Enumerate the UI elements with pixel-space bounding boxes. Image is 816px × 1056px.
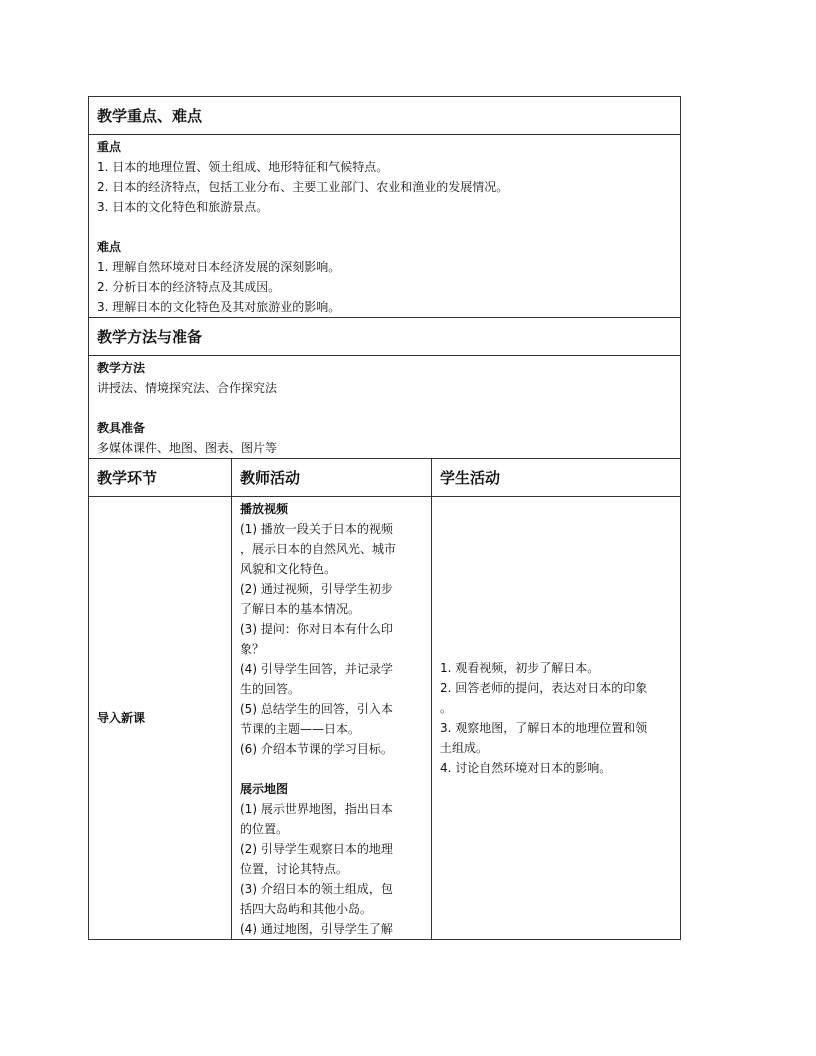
student-line: 。 — [440, 701, 453, 715]
teacher-line: (4) 通过地图，引导学生了解 — [240, 922, 393, 936]
teacher-line: 括四大岛屿和其他小岛。 — [240, 902, 373, 916]
key-point-item: 3. 日本的文化特色和旅游景点。 — [97, 200, 269, 214]
section-title-methods: 教学方法与准备 — [89, 318, 681, 356]
teacher-line: 生的回答。 — [240, 682, 301, 696]
teaching-methods-label: 教学方法 — [97, 361, 146, 375]
stage-cell — [89, 497, 232, 940]
difficult-point-item: 1. 理解自然环境对日本经济发展的深刻影响。 — [97, 260, 341, 274]
key-difficult-content — [89, 135, 681, 318]
stage-label: 导入新课 — [97, 711, 146, 725]
column-header-student: 学生活动 — [432, 459, 681, 497]
teacher-line: 的位置。 — [240, 822, 289, 836]
column-header-stage: 教学环节 — [89, 459, 232, 497]
teacher-line: 象？ — [240, 642, 265, 656]
teacher-line: (1) 播放一段关于日本的视频 — [240, 522, 393, 536]
student-line: 土组成。 — [440, 741, 489, 755]
teaching-tools-text: 多媒体课件、地图、图表、图片等 — [97, 441, 278, 455]
teacher-line: 了解日本的基本情况。 — [240, 602, 361, 616]
teacher-line: (3) 介绍日本的领土组成，包 — [240, 882, 393, 896]
teacher-activity-cell — [232, 497, 432, 940]
difficult-point-item: 3. 理解日本的文化特色及其对旅游业的影响。 — [97, 300, 341, 314]
lesson-plan-table — [88, 96, 681, 940]
teacher-line: ，展示日本的自然风光、城市 — [240, 542, 397, 556]
teacher-line: (2) 通过视频，引导学生初步 — [240, 582, 393, 596]
student-activity-cell — [432, 497, 681, 940]
teacher-block-title: 播放视频 — [240, 502, 289, 516]
teacher-block-title: 展示地图 — [240, 782, 289, 796]
key-point-item: 1. 日本的地理位置、领土组成、地形特征和气候特点。 — [97, 160, 389, 174]
section-title-key-difficult: 教学重点、难点 — [89, 97, 681, 135]
student-line: 3. 观察地图，了解日本的地理位置和领 — [440, 721, 648, 735]
teacher-line: 位置，讨论其特点。 — [240, 862, 349, 876]
student-line: 1. 观看视频，初步了解日本。 — [440, 661, 600, 675]
methods-content — [89, 356, 681, 459]
teacher-line: 风貌和文化特色。 — [240, 562, 337, 576]
column-header-teacher: 教师活动 — [232, 459, 432, 497]
key-points-label: 重点 — [97, 140, 122, 154]
teacher-line: (2) 引导学生观察日本的地理 — [240, 842, 393, 856]
teacher-line: (4) 引导学生回答，并记录学 — [240, 662, 393, 676]
difficult-point-item: 2. 分析日本的经济特点及其成因。 — [97, 280, 281, 294]
lesson-plan-document — [88, 96, 680, 940]
teacher-line: 节课的主题——日本。 — [240, 722, 361, 736]
teacher-line: (1) 展示世界地图，指出日本 — [240, 802, 393, 816]
teacher-line: (3) 提问：你对日本有什么印 — [240, 622, 393, 636]
student-line: 4. 讨论自然环境对日本的影响。 — [440, 761, 612, 775]
teaching-tools-label: 教具准备 — [97, 421, 146, 435]
student-line: 2. 回答老师的提问，表达对日本的印象 — [440, 681, 648, 695]
key-point-item: 2. 日本的经济特点，包括工业分布、主要工业部门、农业和渔业的发展情况。 — [97, 180, 509, 194]
teacher-line: (5) 总结学生的回答，引入本 — [240, 702, 393, 716]
teacher-line: (6) 介绍本节课的学习目标。 — [240, 742, 393, 756]
difficult-points-label: 难点 — [97, 240, 122, 254]
teaching-methods-text: 讲授法、情境探究法、合作探究法 — [97, 381, 278, 395]
